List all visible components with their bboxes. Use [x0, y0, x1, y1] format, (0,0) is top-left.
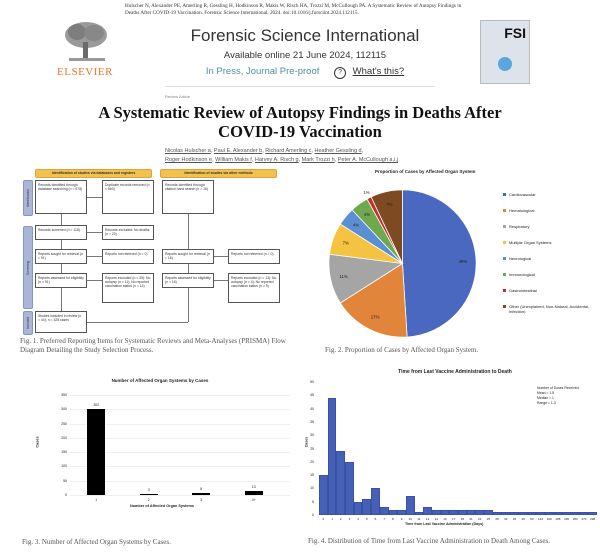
legend-label: Gastrointestinal	[509, 288, 537, 293]
flow-arrow	[87, 322, 188, 323]
box-not-retrieved: Reports not retrieved (n = 0)	[102, 249, 154, 264]
histogram-bar	[580, 512, 589, 515]
bar	[87, 409, 105, 495]
x-tick-label: 16	[443, 517, 447, 521]
histogram-bar	[458, 510, 467, 515]
y-tick-label: 25	[310, 446, 314, 451]
bar-chart-title: Number of Affected Organ Systems by Cases	[111, 378, 209, 383]
legend-swatch	[503, 193, 506, 196]
legend-label: Other (Unexplained, Non-Natural, Accidental, Infection)	[509, 304, 590, 314]
histogram-bar	[475, 510, 484, 515]
histogram-bar	[423, 507, 432, 515]
publisher-name: ELSEVIER	[57, 66, 113, 78]
histogram-bar	[501, 512, 510, 515]
availability-date: Available online 21 June 2024, 112115	[223, 50, 387, 61]
flow-arrow	[61, 264, 62, 273]
legend-label: Neurological	[509, 256, 532, 261]
box-included: Studies included in review (n = 44); n = 325 cases	[35, 311, 87, 333]
journal-cover[interactable]	[480, 20, 530, 84]
x-tick-label: 28	[495, 517, 499, 521]
question-circle-icon[interactable]: ?	[334, 67, 346, 79]
pie-slice-label: 7%	[342, 240, 349, 246]
legend-item	[503, 304, 593, 314]
y-tick-label: 45	[310, 393, 314, 398]
journal-title[interactable]: Forensic Science International	[190, 26, 420, 45]
box-other-identified: Records identified through citation hand search (n = 16)	[162, 180, 214, 214]
flow-arrow	[87, 256, 102, 257]
box-screened: Records screened (n = 118)	[35, 225, 87, 240]
pie-chart	[325, 186, 480, 341]
y-tick-label: 50	[63, 478, 67, 483]
histogram-bar	[380, 507, 389, 515]
y-tick-label: 5	[312, 499, 314, 504]
box-reports-excluded: Reports excluded (n = 25): No autopsy (n = 11); No reported vaccination status (n = 14)	[102, 273, 154, 303]
histogram-bar	[441, 510, 450, 515]
histogram-bar	[528, 512, 537, 515]
gridline	[70, 495, 290, 496]
histogram-bar	[406, 496, 415, 515]
journal-header	[140, 26, 470, 79]
prisma-header-other: Identification of studies via other methods	[160, 169, 277, 178]
histogram-bar	[336, 451, 345, 515]
histogram-title: Time from Last Vaccine Administration to Death	[398, 369, 512, 375]
x-tick-label: 160	[546, 517, 552, 521]
prisma-header-databases: Identification of studies via databases and registers	[35, 169, 152, 178]
legend-item	[503, 224, 593, 229]
pie-slice-label: 17%	[370, 314, 380, 320]
legend-swatch	[503, 273, 506, 276]
legend-item	[503, 208, 593, 213]
stage-screening: Screening	[23, 226, 33, 309]
author-link[interactable]: Paul E. Alexander b	[213, 148, 263, 154]
legend-label: Immunological	[509, 272, 535, 277]
legend-item	[503, 192, 593, 197]
histogram-bar	[484, 510, 493, 515]
x-tick-label: 10	[408, 517, 412, 521]
histogram-bar	[571, 512, 580, 515]
flow-arrow	[87, 280, 102, 281]
histogram-bar	[449, 510, 458, 515]
pie-slice-label: 4%	[352, 222, 360, 228]
x-tick-label: 188	[555, 517, 561, 521]
x-axis-label: Time from Last Vaccine Administration (Days)	[405, 522, 484, 526]
bar-value-label: 302	[93, 402, 100, 407]
histogram-bar	[389, 510, 398, 515]
x-tick-label: 270	[581, 517, 587, 521]
flow-arrow	[87, 232, 102, 233]
x-tick-label: 2	[339, 517, 342, 521]
legend-label: Respiratory	[509, 224, 530, 229]
x-tick-label: 36	[512, 517, 517, 521]
legend-swatch	[503, 209, 506, 212]
x-tick-label: 1	[331, 517, 333, 521]
author-link[interactable]: Nicolas Hulscher a	[165, 148, 211, 154]
bar-value-label: 3	[147, 488, 150, 492]
flow-arrow	[188, 288, 189, 322]
x-tick-label: 298	[590, 517, 596, 521]
legend-swatch	[503, 305, 506, 308]
x-tick-label: 2	[147, 498, 150, 502]
prisma-diagram	[20, 168, 290, 333]
y-tick-label: 15	[310, 473, 314, 478]
x-tick-label: 39	[521, 517, 525, 521]
x-tick-label: 1	[95, 498, 98, 502]
histogram-bar	[397, 510, 406, 515]
fig3-caption: Fig. 3. Number of Affected Organ Systems by Cases.	[22, 538, 171, 546]
histogram-bar	[362, 499, 371, 515]
y-axis-label: Cases	[304, 436, 309, 448]
x-tick-label: 12	[425, 517, 430, 521]
gridline	[70, 395, 290, 396]
histogram-chart	[304, 380, 600, 526]
y-tick-label: 0	[312, 513, 314, 517]
x-axis-label: Number of Affected Organ Systems	[130, 504, 194, 508]
elsevier-logo	[55, 20, 115, 82]
bar-chart	[30, 390, 290, 512]
x-tick-label: 24	[478, 517, 482, 521]
box-sought: Reports sought for retrieval (n = 91)	[35, 249, 87, 264]
histogram-bar	[328, 398, 337, 515]
x-tick-label: 122	[538, 517, 544, 521]
fig4-caption: Fig. 4. Distribution of Time from Last Vaccine Administration to Death Among Cases.	[308, 537, 550, 545]
author-link[interactable]: Roger Hodkinson e	[165, 157, 213, 163]
stage-included: Included	[23, 311, 33, 335]
flow-arrow	[214, 256, 228, 257]
flow-arrow	[61, 214, 62, 225]
pie-slice-label: 1%	[363, 190, 370, 196]
legend-label: Hematological	[509, 208, 535, 213]
fig2-caption: Fig. 2. Proportion of Cases by Affected Organ System.	[325, 346, 479, 354]
press-status: In Press, Journal Pre-proof	[205, 66, 320, 77]
x-tick-label: 6	[374, 517, 377, 521]
bar	[245, 491, 263, 495]
x-tick-label: 4	[357, 517, 359, 521]
y-tick-label: 350	[61, 393, 67, 397]
author-link[interactable]: William Makis f	[215, 157, 252, 163]
pie-slice-label: 7%	[386, 202, 393, 208]
histogram-bar	[519, 512, 528, 515]
x-tick-label: 17	[451, 517, 456, 521]
legend-swatch	[503, 257, 506, 260]
y-tick-label: 35	[310, 419, 314, 424]
y-tick-label: 200	[61, 435, 67, 440]
dose-stats-annotation: Number of Doses Received: Mean = 1.5 Median = 1 Range = 1-3	[537, 386, 580, 405]
stage-identification: Identification	[23, 180, 33, 216]
bar	[140, 494, 158, 495]
box-duplicates: Duplicate records removed (n = 560)	[102, 180, 154, 214]
cover-label: FSI	[504, 25, 526, 41]
x-tick-label: 53	[530, 517, 534, 521]
box-other-assessed: Reports assessed for eligibility (n = 16)	[162, 273, 214, 288]
citation-text: Hulscher N, Alexander PE, Amerling R, Gessling H, Hodkinson R, Makis W, Risch HA, Trozzi M, McCullough PA. A Systematic Review of Autopsy Findings in Deaths After COVID-19 Vaccination. Forensic Science International. 2024. doi:10.1016/j.forsciint.2024.112115.	[125, 3, 462, 16]
y-tick-label: 50	[310, 380, 314, 384]
x-tick-label: 3	[200, 498, 203, 502]
legend-item	[503, 240, 593, 245]
histogram-bar	[554, 512, 563, 515]
histogram-bar	[371, 488, 380, 515]
flow-arrow	[188, 214, 189, 249]
flow-arrow	[188, 264, 189, 273]
box-other-not-retrieved: Reports not retrieved (n = 0)	[228, 249, 280, 264]
y-axis-label: Cases	[35, 436, 40, 448]
histogram-bar	[562, 512, 571, 515]
fig1-caption: Fig. 1. Preferred Reporting Items for Systematic Reviews and Meta-Analyses (PRISMA) Flow Diagram Detailing the Study Selection Process.	[20, 337, 286, 354]
box-other-sought: Reports sought for retrieval (n = 16)	[162, 249, 214, 264]
x-tick-label: 9	[400, 517, 403, 521]
x-tick-label: 14	[434, 517, 438, 521]
legend-item	[503, 256, 593, 261]
x-tick-label: 250	[572, 517, 578, 521]
bar	[192, 493, 210, 495]
x-tick-label: 25	[486, 517, 491, 521]
tree-icon	[63, 20, 109, 64]
flow-arrow	[214, 280, 228, 281]
pie-slice-label: 4%	[363, 212, 371, 218]
author-link[interactable]: Richard Amerling c	[265, 148, 312, 154]
histogram-bar	[545, 512, 554, 515]
box-assessed: Reports assessed for eligibility (n = 91)	[35, 273, 87, 288]
histogram-bar	[319, 475, 328, 515]
legend-label: Multiple Organ Systems	[509, 240, 552, 245]
author-link[interactable]: Mark Trozzi h	[301, 157, 335, 163]
legend-item	[503, 272, 593, 277]
y-tick-label: 150	[61, 450, 67, 455]
legend-swatch	[503, 225, 506, 228]
x-tick-label: 21	[469, 517, 473, 521]
author-link[interactable]: Heather Gessling d	[314, 148, 362, 154]
pie-title: Proportion of Cases by Affected Organ System	[375, 169, 476, 174]
y-tick-label: 30	[310, 433, 314, 438]
article-type: Review Article	[165, 94, 191, 99]
legend-swatch	[503, 289, 506, 292]
histogram-bar	[467, 510, 476, 515]
x-tick-label: 195	[564, 517, 570, 521]
histogram-bar	[415, 512, 424, 515]
x-tick-label: 0	[322, 517, 325, 521]
x-tick-label: 32	[504, 517, 508, 521]
divider	[165, 86, 435, 87]
box-other-excluded: Reports excluded (n = 13): No autopsy (n = 4); No reported vaccination status (n = 9)	[228, 273, 280, 303]
x-tick-label: 11	[417, 517, 421, 521]
author-link[interactable]: Peter A. McCullough a,i,j	[337, 157, 398, 163]
pie-slice-label: 11%	[339, 274, 348, 280]
y-tick-label: 300	[61, 407, 67, 412]
author-link[interactable]: Harvey A. Risch g	[254, 157, 299, 163]
flow-arrow	[61, 240, 62, 249]
x-tick-label: 7	[383, 517, 385, 521]
histogram-bar	[588, 512, 597, 515]
histogram-bar	[432, 510, 441, 515]
x-tick-label: 8	[392, 517, 394, 521]
bar-value-label: 8	[200, 486, 203, 491]
author-list: Nicolas Hulscher a, Paul E. Alexander b, Richard Amerling c, Heather Gessling d, Roger Hodkinson e, William Makis f, Harvey A. Risch g, Mark Trozzi h, Peter A. McCullough a,i,j	[165, 148, 398, 163]
histogram-bar	[354, 502, 363, 515]
flow-arrow	[87, 197, 102, 198]
bar-value-label: 13	[251, 485, 256, 490]
flow-arrow	[61, 288, 62, 311]
globe-icon	[498, 57, 512, 71]
y-tick-label: 10	[310, 486, 314, 491]
box-excluded: Records excluded: No deaths (n = 20)	[102, 225, 154, 240]
legend-item	[503, 288, 593, 293]
article-title: A Systematic Review of Autopsy Findings in Deaths After COVID-19 Vaccination	[98, 103, 502, 141]
y-tick-label: 250	[61, 421, 67, 426]
legend-swatch	[503, 241, 506, 244]
whats-this-link[interactable]: What's this?	[352, 66, 405, 77]
y-tick-label: 100	[61, 464, 67, 469]
pie-slice-label: 49%	[458, 259, 468, 265]
histogram-bar	[345, 462, 354, 515]
y-tick-label: 20	[310, 459, 314, 464]
histogram-bar	[493, 512, 502, 515]
histogram-bar	[536, 512, 545, 515]
y-tick-label: 40	[310, 406, 314, 411]
box-records-identified: Records identified through database searching (n = 678)	[35, 180, 87, 214]
x-tick-label: 3	[348, 517, 351, 521]
x-tick-label: 4+	[251, 498, 256, 502]
pie-legend	[503, 192, 593, 325]
y-tick-label: 0	[65, 493, 67, 497]
legend-label: Cardiovascular	[509, 192, 536, 197]
x-tick-label: 5	[365, 517, 368, 521]
x-tick-label: 18	[460, 517, 465, 521]
histogram-bar	[510, 512, 519, 515]
